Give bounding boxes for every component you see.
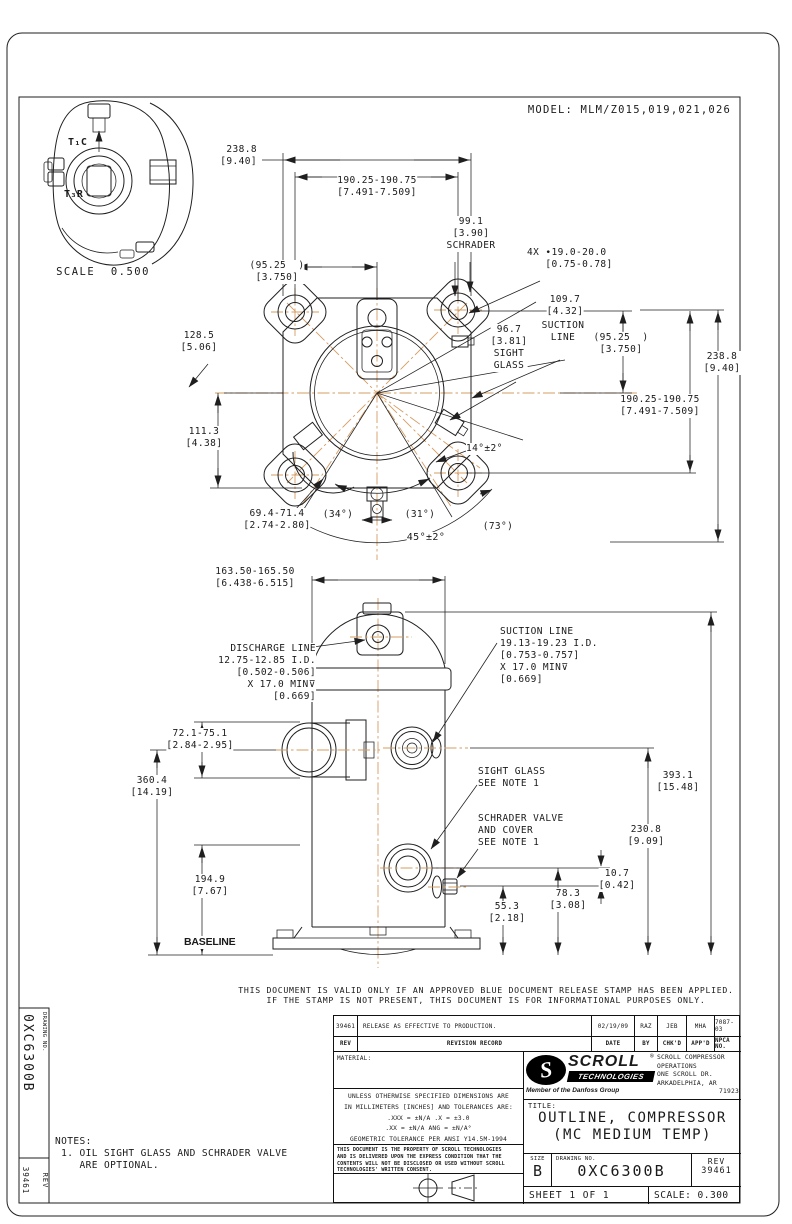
dim-78-3: 78.3 [3.08] bbox=[549, 888, 587, 911]
dim-95-25-left: (95.25 ) [3.750] bbox=[249, 260, 305, 283]
size-cell: SIZE B bbox=[523, 1153, 551, 1186]
angle-73: (73°) bbox=[482, 521, 514, 532]
drawing-no-cell: DRAWING NO. 0XC6300B bbox=[551, 1153, 691, 1186]
sheet-cell: SHEET 1 OF 1 bbox=[523, 1186, 648, 1204]
rev-header-description: REVISION RECORD bbox=[357, 1036, 591, 1051]
scale-cell: SCALE: 0.300 bbox=[648, 1186, 741, 1204]
projection-box bbox=[334, 1173, 523, 1204]
rev-cell: REV 39461 bbox=[691, 1153, 741, 1186]
title-label: TITLE: bbox=[528, 1102, 557, 1110]
rev-header-date: DATE bbox=[591, 1036, 634, 1051]
rev-row-npca: 7087-03 bbox=[714, 1016, 741, 1036]
rev-header-rev: REV bbox=[334, 1036, 357, 1051]
terminal-t1c-label: T₁C bbox=[68, 137, 88, 148]
angle-31: (31°) bbox=[404, 509, 436, 520]
logo-tagline: Member of the Danfoss Group bbox=[526, 1087, 620, 1094]
rev-strip bbox=[19, 1158, 49, 1203]
dim-14-deg: 14°±2° bbox=[466, 443, 503, 454]
dim-163-50: 163.50-165.50 [6.438-6.515] bbox=[215, 566, 295, 589]
logo-reg-mark: ® bbox=[650, 1053, 654, 1060]
dim-238-8-top: 238.8 [9.40] bbox=[220, 144, 257, 167]
dim-128-5: 128.5 [5.06] bbox=[180, 330, 218, 353]
rev-header-appd: APP'D bbox=[686, 1036, 714, 1051]
dim-190-25-top: 190.25-190.75 [7.491-7.509] bbox=[337, 175, 417, 198]
angle-45: 45°±2° bbox=[406, 532, 446, 543]
rev-header-by: BY bbox=[634, 1036, 657, 1051]
dim-96-7-sight-glass: 96.7 [3.81] SIGHT GLASS bbox=[490, 324, 528, 371]
rev-row-number: 39461 bbox=[335, 1022, 356, 1030]
dim-360-4: 360.4 [14.19] bbox=[130, 775, 174, 798]
tolerance-box: UNLESS OTHERWISE SPECIFIED DIMENSIONS ARE IN MILLIMETERS [INCHES] AND TOLERANCES ARE: .XXX = ±N/A .X = ±3.0 .XX = ±N/A ANG = ±N/A° GEOMETRIC TOLERANCE PER ANSI Y14.5M-1994 bbox=[334, 1088, 523, 1144]
dim-230-8: 230.8 [9.09] bbox=[627, 824, 665, 847]
dim-55-3: 55.3 [2.18] bbox=[488, 901, 526, 924]
callout-suction-line-side: SUCTION LINE 19.13-19.23 I.D. [0.753-0.757] X 17.0 MIN⊽ [0.669] bbox=[500, 626, 598, 685]
terminal-t3r-label: T₃R bbox=[64, 189, 84, 200]
dim-4x-holes: 4X ∙19.0-20.0 [0.75-0.78] bbox=[527, 247, 613, 270]
drawing-no-strip bbox=[19, 1008, 49, 1158]
logo-word-scroll: SCROLL bbox=[568, 1053, 640, 1070]
rev-value: 39461 bbox=[701, 1166, 732, 1176]
rev-row-chkd: JEB bbox=[657, 1016, 686, 1036]
dim-238-8-right: 238.8 [9.40] bbox=[703, 351, 741, 374]
callout-suction-top: SUCTION LINE bbox=[541, 320, 585, 343]
detail-scale-label: SCALE 0.500 bbox=[56, 266, 150, 278]
material-label: MATERIAL: bbox=[337, 1055, 372, 1062]
rev-row-date: 02/19/09 bbox=[591, 1016, 634, 1036]
notes: NOTES: 1. OIL SIGHT GLASS AND SCHRADER VALVE ARE OPTIONAL. bbox=[55, 1136, 288, 1171]
strip-rev-value: 39461 bbox=[21, 1166, 30, 1195]
company-address: SCROLL COMPRESSOR OPERATIONS ONE SCROLL DR. ARKADELPHIA, AR 71923 bbox=[657, 1054, 739, 1096]
callout-sight-glass-side: SIGHT GLASS SEE NOTE 1 bbox=[478, 766, 546, 789]
strip-drawing-no-value: 0XC6300B bbox=[20, 1014, 35, 1093]
dim-111-3: 111.3 [4.38] bbox=[185, 426, 223, 449]
rev-header-npca: NPCA NO. bbox=[714, 1036, 741, 1051]
callout-schrader-valve: SCHRADER VALVE AND COVER SEE NOTE 1 bbox=[478, 813, 564, 848]
dim-190-25-right: 190.25-190.75 [7.491-7.509] bbox=[620, 394, 700, 417]
dim-99-1-schrader: 99.1 [3.90] SCHRADER bbox=[446, 216, 496, 251]
property-box: THIS DOCUMENT IS THE PROPERTY OF SCROLL TECHNOLOGIES AND IS DELIVERED UPON THE EXPRESS CONDITION THAT THE CONTENTS WILL NOT BE DISCLOSED OR USED WITHOUT SCROLL TECHNOLOGIES' WRITTEN CONSENT. bbox=[334, 1144, 523, 1173]
strip-rev-label: REV bbox=[41, 1172, 49, 1189]
drawing-no-value: 0XC6300B bbox=[577, 1162, 666, 1180]
dim-194-9: 194.9 [7.67] bbox=[191, 874, 229, 897]
logo-word-technologies: TECHNOLOGIES bbox=[567, 1071, 655, 1082]
logo-box bbox=[523, 1051, 741, 1099]
dim-393-1: 393.1 [15.48] bbox=[656, 770, 700, 793]
title-block bbox=[333, 1015, 740, 1203]
disclaimer: THIS DOCUMENT IS VALID ONLY IF AN APPROVED BLUE DOCUMENT RELEASE STAMP HAS BEEN APPLIED. IF THE STAMP IS NOT PRESENT, THIS DOCUMENT IS FOR INFORMATIONAL PURPOSES ONLY. bbox=[238, 985, 734, 1006]
dim-10-7: 10.7 [0.42] bbox=[598, 868, 636, 891]
title-box bbox=[523, 1099, 741, 1153]
dim-72-1: 72.1-75.1 [2.84-2.95] bbox=[166, 728, 234, 751]
rev-row-by: RAZ bbox=[634, 1016, 657, 1036]
callout-discharge-line: DISCHARGE LINE 12.75-12.85 I.D. [0.502-0.506] X 17.0 MIN⊽ [0.669] bbox=[218, 643, 316, 702]
drawing-title-line2: (MC MEDIUM TEMP) bbox=[553, 1127, 712, 1143]
rev-row-description: RELEASE AS EFFECTIVE TO PRODUCTION. bbox=[357, 1016, 591, 1036]
strip-drawing-no-label: DRAWING NO. bbox=[41, 1012, 47, 1052]
model-label: MODEL: MLM/Z015,019,021,026 bbox=[527, 104, 731, 116]
baseline-label: BASELINE bbox=[184, 936, 236, 948]
dim-109-7: 109.7 [4.32] bbox=[546, 294, 584, 317]
dim-69-4: 69.4-71.4 [2.74-2.80] bbox=[243, 508, 311, 531]
drawing-title-line1: OUTLINE, COMPRESSOR bbox=[538, 1110, 727, 1126]
rev-row-appd: MHA bbox=[686, 1016, 714, 1036]
size-value: B bbox=[532, 1162, 543, 1180]
scroll-logo-s: S bbox=[526, 1055, 566, 1085]
angle-34: (34°) bbox=[322, 509, 354, 520]
dim-95-25-right: (95.25 ) [3.750] bbox=[593, 332, 649, 355]
rev-header-chkd: CHK'D bbox=[657, 1036, 686, 1051]
